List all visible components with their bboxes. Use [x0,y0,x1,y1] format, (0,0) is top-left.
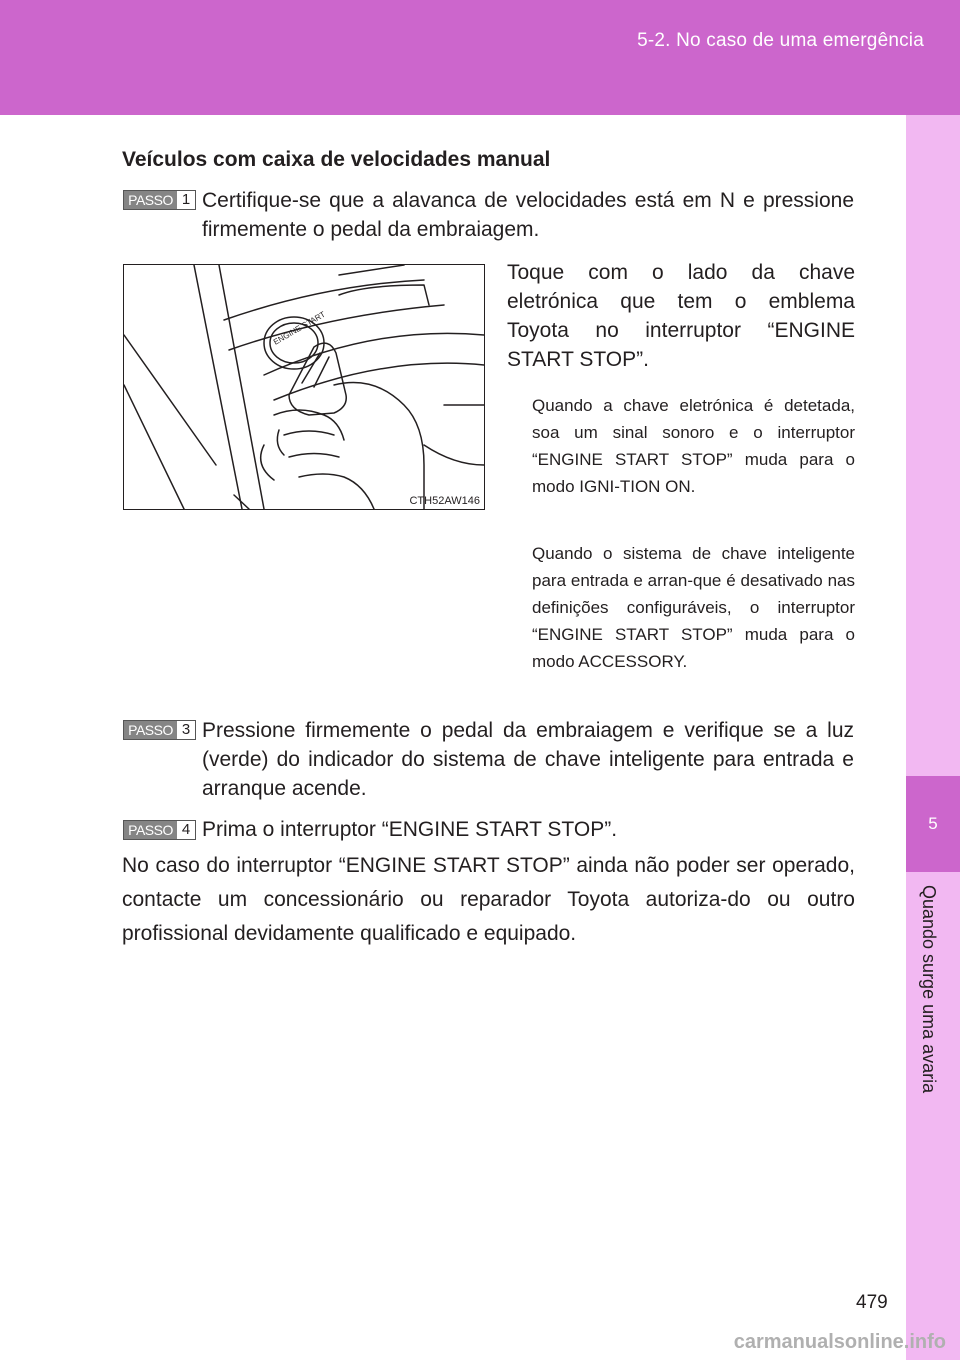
step-2-text: Toque com o lado da chave eletrónica que tem o emblema Toyota no interruptor “ENGINE START STOP”. [507,261,855,371]
step-1-text: Certifique-se que a alavanca de velocidades está em N e pressione firmemente o pedal da embraiagem. [202,189,854,241]
step-number: 1 [177,191,195,209]
step-number: 3 [177,721,195,739]
step-number: 4 [177,821,195,839]
step-badge-1 [123,190,196,210]
illustration-key-on-start-button [123,264,485,510]
page-number: 479 [856,1292,888,1313]
step-label: PASSO [124,191,177,209]
step-4-text: Prima o interruptor “ENGINE START STOP”. [202,818,618,841]
chapter-side-tab [906,115,960,1360]
start-button-label: ENGINE START [271,309,327,347]
note-1: Quando a chave eletrónica é detetada, soa um sinal sonoro e o interruptor “ENGINE START STOP” muda para o modo IGNI-TION ON. [532,396,855,496]
step-label: PASSO [124,721,177,739]
key-illustration [124,265,484,509]
step-label: PASSO [124,821,177,839]
note-2: Quando o sistema de chave inteligente para entrada e arran-que é desativado nas definições configuráveis, o interruptor “ENGINE START STOP” muda para o modo ACCESSORY. [532,544,855,671]
header-band [0,0,960,115]
closing-paragraph: No caso do interruptor “ENGINE START STOP” ainda não poder ser operado, contacte um concessionário ou reparador Toyota autoriza-do ou outro profissional devidamente qualificado e equipado. [122,854,855,945]
chapter-title: Quando surge uma avaria [919,885,939,1094]
watermark: carmanualsonline.info [733,1331,946,1353]
chapter-number: 5 [928,814,938,833]
section-heading: Veículos com caixa de velocidades manual [122,148,551,171]
step-3-text: Pressione firmemente o pedal da embraiagem e verifique se a luz (verde) do indicador do sistema de chave inteligente para entrada e arranque acende. [202,719,854,800]
section-title: 5-2. No caso de uma emergência [637,30,924,51]
chapter-number-box [906,776,960,872]
figure-code: CTH52AW146 [409,495,480,507]
step-badge-4 [123,820,196,840]
step-badge-3 [123,720,196,740]
